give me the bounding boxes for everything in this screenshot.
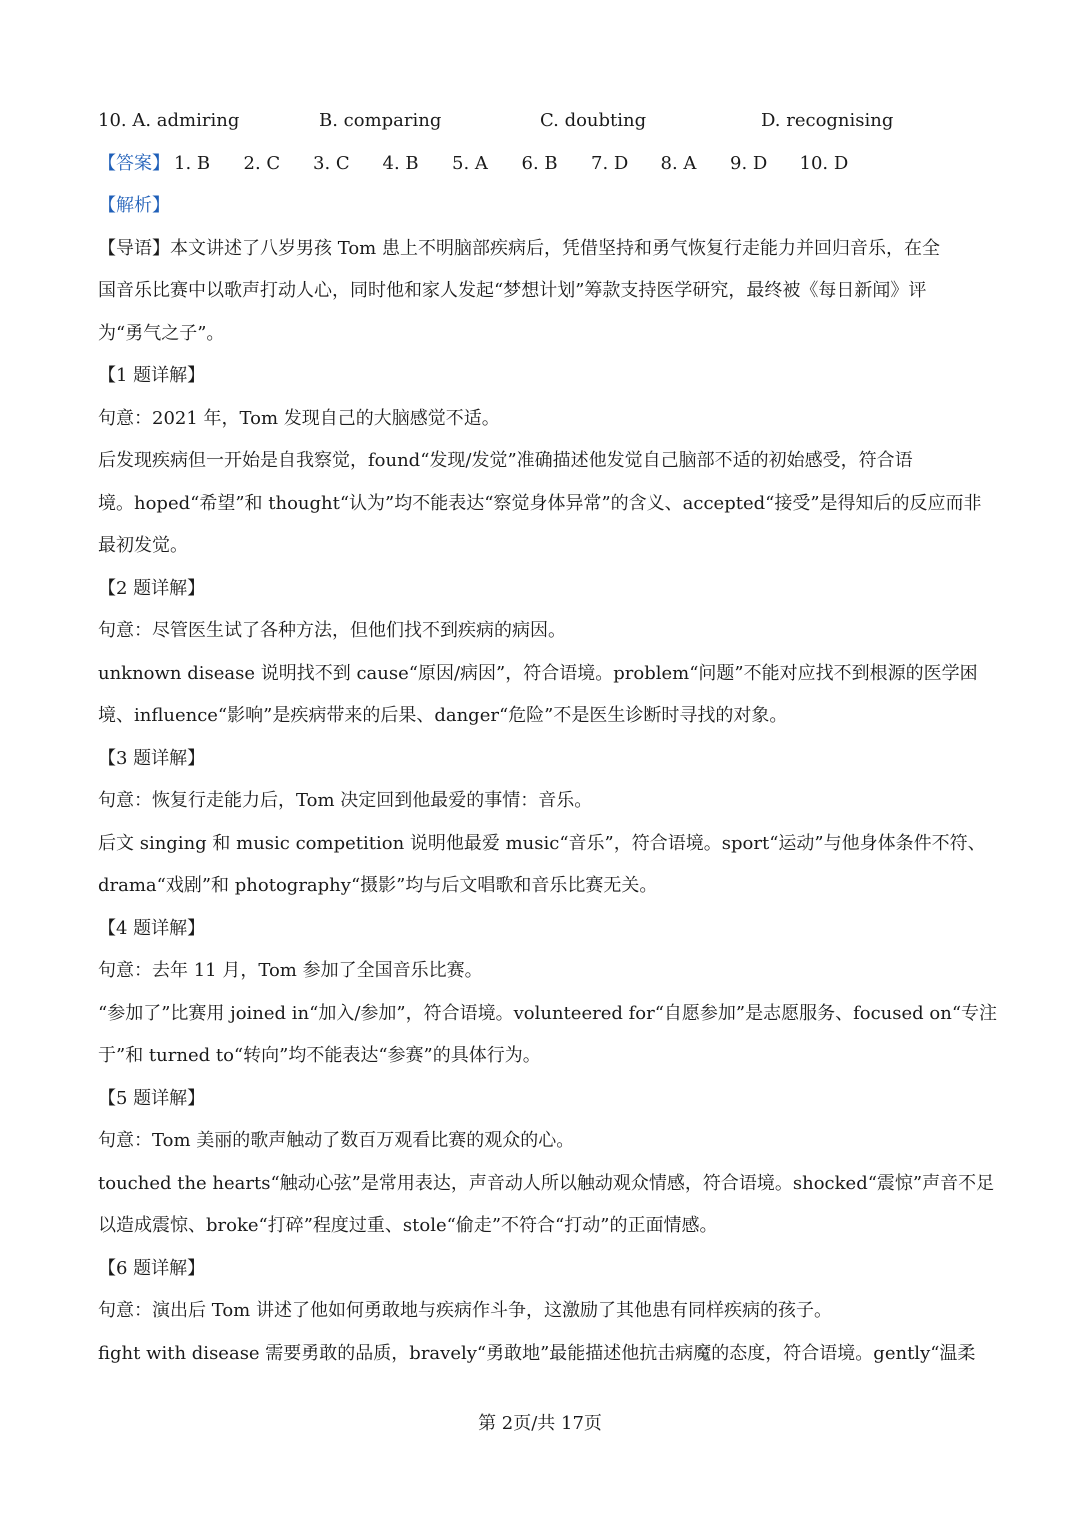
text-line: 【导语】本文讲述了八岁男孩 Tom 患上不明脑部疾病后，凭借坚持和勇气恢复行走能力并回归音乐，在全 [98,237,940,259]
text-line: fight with disease 需要勇敢的品质，bravely“勇敢地”最能描述他抗击病魔的态度，符合语境。gently“温柔 [98,1342,976,1364]
text-line: 句意：尽管医生试了各种方法，但他们找不到疾病的病因。 [98,620,566,641]
text-line: 后文 singing 和 music competition 说明他最爱 music“音乐”，符合语境。sport“运动”与他身体条件不符、 [98,832,986,854]
text-line: touched the hearts“触动心弦”是常用表达，声音动人所以触动观众情感，符合语境。shocked“震惊”声音不足 [98,1172,995,1194]
document-body [98,100,998,1375]
answer-item: 7. D [591,152,629,174]
option-c: C. doubting [540,110,647,131]
text-line: 句意：Tom 美丽的歌声触动了数百万观看比赛的观众的心。 [98,1130,575,1151]
option-a: 10. A. admiring [98,110,240,131]
text-line: 为“勇气之子”。 [98,322,225,344]
text-line: 最初发觉。 [98,535,188,556]
text-line: 【4 题详解】 [98,917,206,939]
answer-item: 9. D [730,152,768,174]
text-line: drama“戏剧”和 photography“摄影”均与后文唱歌和音乐比赛无关。 [98,875,658,896]
text-line: 境、influence“影响”是疾病带来的后果、danger“危险”不是医生诊断时寻找的对象。 [98,705,788,726]
answer-key [98,143,988,186]
answer-item: 2. C [243,152,281,174]
text-line: 【1 题详解】 [98,365,206,386]
text-line: 以造成震惊、broke“打碎”程度过重、stole“偷走”不符合“打动”的正面情感。 [98,1215,718,1236]
text-line: 句意：恢复行走能力后，Tom 决定回到他最爱的事情：音乐。 [98,790,593,811]
text-line: 【6 题详解】 [98,1257,206,1279]
answer-item: 10. D [799,152,849,174]
option-b: B. comparing [319,110,442,131]
answer-item: 4. B [382,152,419,174]
text-line: 【3 题详解】 [98,747,206,769]
text-line: 后发现疾病但一开始是自我察觉，found“发现/发觉”准确描述他发觉自己脑部不适的初始感受，符合语 [98,450,913,471]
text-line: 句意：去年 11 月，Tom 参加了全国音乐比赛。 [98,960,483,981]
text-line: 【5 题详解】 [98,1087,206,1109]
text-line: 【2 题详解】 [98,577,206,599]
text-line: 句意：演出后 Tom 讲述了他如何勇敢地与疾病作斗争，这激励了其他患有同样疾病的孩子。 [98,1300,832,1321]
option-d: D. recognising [761,110,894,131]
text-line: 国音乐比赛中以歌声打动人心，同时他和家人发起“梦想计划”筹款支持医学研究，最终被《每日新闻》评 [98,280,927,301]
analysis-label: 【解析】 [98,195,170,216]
text-line: “参加了”比赛用 joined in“加入/参加”，符合语境。volunteered for“自愿参加”是志愿服务、focused on“专注 [98,1002,998,1024]
answer-label: 【答案】 [98,152,170,174]
answer-item: 5. A [452,152,488,174]
answer-item: 6. B [521,152,558,174]
answer-item: 3. C [313,152,350,174]
analysis-text [98,228,998,1376]
page-footer: 第 2页/共 17页 [478,1413,602,1434]
answer-item: 1. B [174,152,211,174]
text-line: 境。hoped“希望”和 thought“认为”均不能表达“察觉身体异常”的含义、accepted“接受”是得知后的反应而非 [98,492,982,514]
text-line: unknown disease 说明找不到 cause“原因/病因”，符合语境。problem“问题”不能对应找不到根源的医学困 [98,662,978,684]
text-line: 于”和 turned to“转向”均不能表达“参赛”的具体行为。 [98,1045,541,1066]
answer-item: 8. A [660,152,697,174]
question-10-options [98,100,988,143]
text-line: 句意：2021 年，Tom 发现自己的大脑感觉不适。 [98,407,500,429]
